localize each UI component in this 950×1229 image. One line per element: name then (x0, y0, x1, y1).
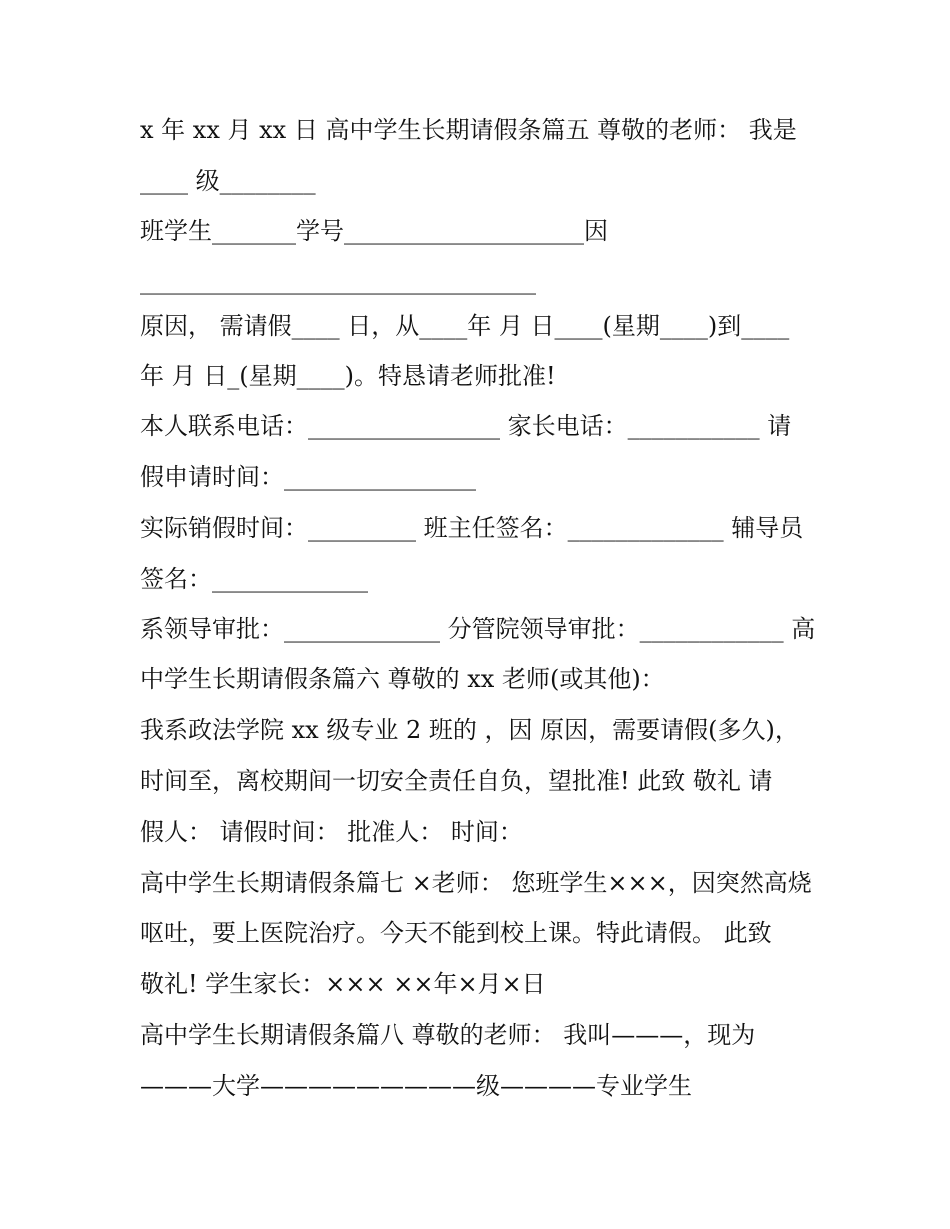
text-line: 时间至，离校期间一切安全责任自负，望批准! 此致 敬礼 请 (140, 767, 773, 795)
text-line: 我系政法学院 xx 级专业 2 班的 ，因 原因，需要请假(多久)， (140, 716, 799, 744)
text-line: ____ 级________ (140, 167, 316, 195)
text-line: x 年 xx 月 xx 日 高中学生长期请假条篇五 尊敬的老师： 我是 (140, 116, 797, 144)
text-line: 高中学生长期请假条篇七 ×老师： 您班学生×××，因突然高烧 (140, 869, 812, 897)
text-line: _________________________________ (140, 267, 536, 295)
text-line: 实际销假时间：_________ 班主任签名：_____________ 辅导员 (140, 514, 804, 542)
text-line: 中学生长期请假条篇六 尊敬的 xx 老师(或其他)： (140, 665, 665, 693)
text-line: 假人： 请假时间： 批准人： 时间： (140, 818, 523, 846)
text-line: 敬礼! 学生家长：××× ××年×月×日 (140, 970, 546, 998)
text-line: 原因， 需请假____ 日，从____年 月 日____(星期____)到____ (140, 312, 790, 340)
text-line: 高中学生长期请假条篇八 尊敬的老师： 我叫———，现为 (140, 1021, 756, 1049)
text-line: 假申请时间：________________ (140, 463, 476, 491)
text-line: 呕吐，要上医院治疗。今天不能到校上课。特此请假。 此致 (140, 919, 772, 947)
text-line: 签名：_____________ (140, 565, 368, 593)
text-line: 班学生_______学号____________________因 (140, 217, 608, 245)
text-line: ———大学—————————级————专业学生 (140, 1072, 692, 1100)
text-line: 年 月 日_(星期____)。特恳请老师批准! (140, 362, 556, 390)
text-line: 本人联系电话：________________ 家长电话：___________ 请 (140, 412, 792, 440)
text-line: 系领导审批：_____________ 分管院领导审批：____________ 高 (140, 615, 816, 643)
